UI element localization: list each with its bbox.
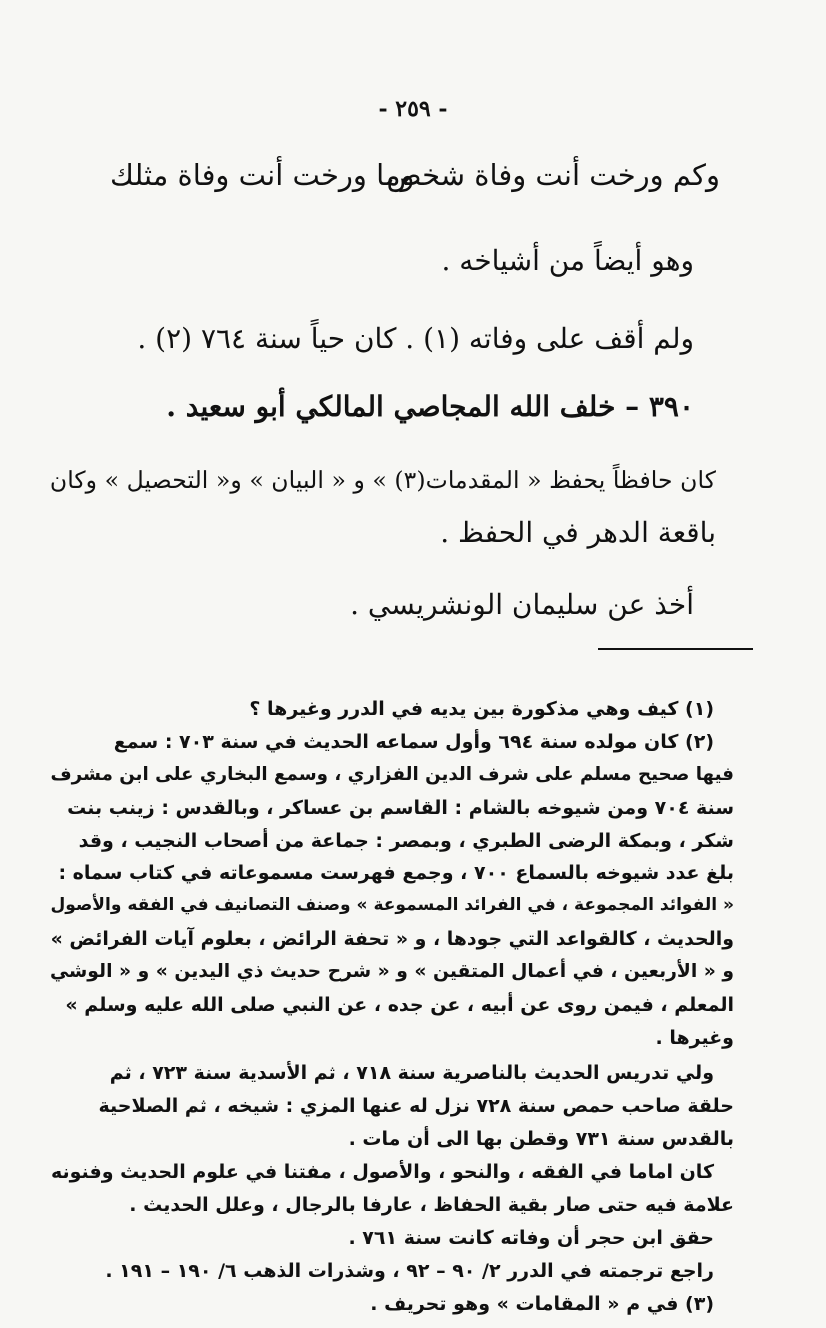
footnote-1: (١) كيف وهي مذكورة بين يديه في الدرر وغيرها ؟	[249, 698, 714, 720]
footnote-2-line-10: وغيرها .	[655, 1027, 734, 1049]
poem-verse	[110, 158, 720, 206]
footnote-2-line-17: راجع ترجمته في الدرر ٢/ ٩٠ – ٩٢ ، وشذرات الذهب ٦/ ١٩٠ – ١٩١ .	[105, 1260, 714, 1282]
page-number: - ٢٥٩ -	[378, 96, 448, 122]
footnote-2-line-8: و « الأربعين ، في أعمال المتقين » و « شرح حديث ذي اليدين » و « الوشي	[49, 961, 734, 982]
footnote-2-line-9: المعلم ، فيمن روى عن أبيه ، عن جده ، عن النبي صلى الله عليه وسلم »	[65, 994, 734, 1016]
footnote-2-line-5: بلغ عدد شيوخه بالسماع ٧٠٠ ، وجمع فهرست مسموعاته في كتاب سماه :	[58, 862, 734, 884]
footnote-2-line-15: علامة فيه حتى صار بقية الحفاظ ، عارفا بالرجال ، وعلل الحديث .	[129, 1194, 734, 1216]
footnote-2-line-1: (٢) كان مولده سنة ٦٩٤ وأول سماعه الحديث في سنة ٧٠٣ : سمع	[113, 731, 714, 753]
footnote-2-line-12: حلقة صاحب حمص سنة ٧٢٨ نزل له عنها المزي : شيخه ، ثم الصلاحية	[98, 1095, 734, 1117]
body-line-5: باقعة الدهر في الحفظ .	[440, 516, 716, 549]
footnote-2-line-16: حقق ابن حجر أن وفاته كانت سنة ٧٦١ .	[348, 1227, 714, 1249]
body-line-2: ولم أقف على وفاته (١) . كان حياً سنة ٧٦٤ (٢) .	[137, 322, 694, 355]
body-line-4: كان حافظاً يحفظ « المقدمات(٣) » و « البيان » و« التحصيل » وكان	[49, 466, 716, 494]
body-line-6: أخذ عن سليمان الونشريسي .	[350, 588, 694, 621]
footnote-2-line-3: سنة ٧٠٤ ومن شيوخه بالشام : القاسم بن عساكر ، وبالقدس : زينب بنت	[67, 797, 734, 819]
footnote-2-line-13: بالقدس سنة ٧٣١ وقطن بها الى أن مات .	[348, 1128, 734, 1150]
footnote-2-line-4: شكر ، وبمكة الرضى الطبري ، وبمصر : جماعة من أصحاب النجيب ، وقد	[78, 830, 734, 852]
footnote-2-line-7: والحديث ، كالقواعد التي جودها ، و « تحفة الرائض ، بعلوم آيات الفرائض »	[50, 928, 734, 950]
footnote-2-line-11: ولي تدريس الحديث بالناصرية سنة ٧١٨ ، ثم الأسدية سنة ٧٢٣ ، ثم	[109, 1062, 714, 1084]
entry-heading-390: ٣٩٠ – خلف الله المجاصي المالكي أبو سعيد .	[166, 390, 694, 423]
footnote-3: (٣) في م « المقامات » وهو تحريف .	[370, 1293, 714, 1315]
footnote-separator	[598, 648, 753, 650]
footnote-2-line-6: « الفوائد المجموعة ، في الفرائد المسموعة » وصنف التصانيف في الفقه والأصول	[50, 895, 734, 915]
footnote-2-line-2: فيها صحيح مسلم على شرف الدين الفزاري ، وسمع البخاري على ابن مشرف	[50, 764, 734, 785]
poem-hemistich-first: وكم ورخت أنت وفاة شخص	[386, 158, 720, 192]
footnote-2-line-14: كان اماما في الفقه ، والنحو ، والأصول ، مفتنا في علوم الحديث وفنونه	[50, 1161, 714, 1183]
body-line-1: وهو أيضاً من أشياخه .	[441, 244, 694, 277]
poem-hemistich-second: وما ورخت أنت وفاة مثلك	[110, 158, 415, 192]
